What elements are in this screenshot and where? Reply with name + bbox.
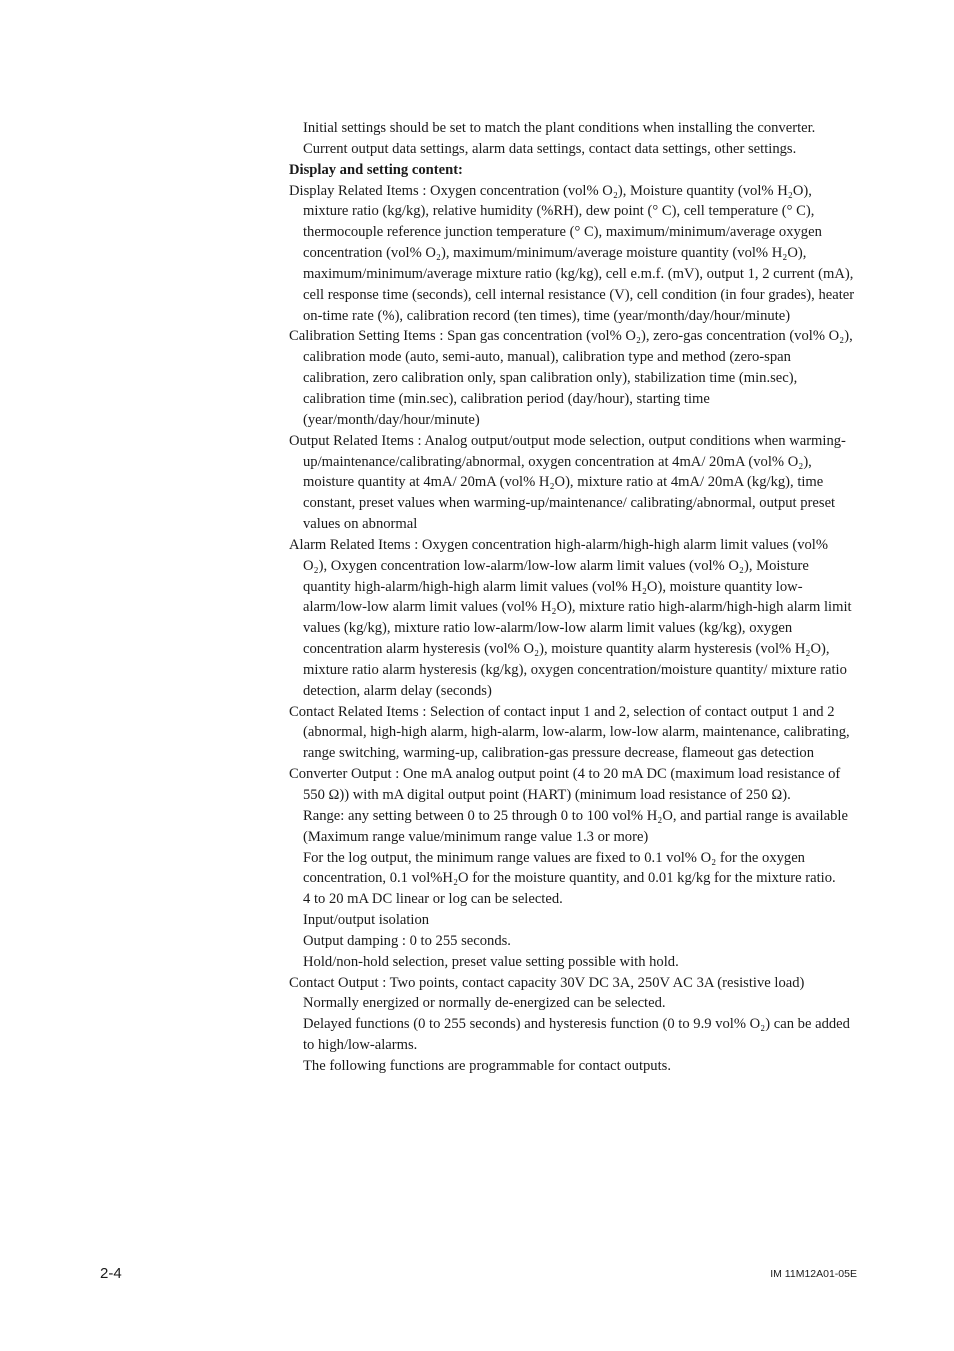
section-heading: Display and setting content: [289,161,463,178]
paragraph-converter-output: Converter Output : One mA analog output point (4 to 20 mA DC (maximum load resistance of 550 Ω)) with mA digital output point (HART) (minimum load resistance of 250 Ω). [289,766,841,803]
paragraph-calibration-items: Calibration Setting Items : Span gas concentration (vol% O₂), zero-gas concentration (vol% O₂), calibration mode (auto, semi-auto, manual), calibration type and method (zero-span calibration, zero calibration only, span calibration only), stabilization time (min.sec), calibration time (min.sec), calibration period (day/hour), starting time (year/month/day/hour/minute) [289,328,853,428]
paragraph-hold: Hold/non-hold selection, preset value setting possible with hold. [303,953,679,970]
paragraph-intro: Initial settings should be set to match the plant conditions when installing the converter. Current output data settings, alarm data settings, contact data settings, other settings. [303,120,816,157]
paragraph-contact-output: Contact Output : Two points, contact capacity 30V DC 3A, 250V AC 3A (resistive load) [289,974,805,991]
page-number: 2-4 [100,1265,122,1282]
paragraph-range: Range: any setting between 0 to 25 through 0 to 100 vol% H₂O, and partial range is available (Maximum range value/minimum range value 1.3 or more) [303,807,848,845]
paragraph-linear-log: 4 to 20 mA DC linear or log can be selected. [303,891,563,908]
paragraph-alarm-items: Alarm Related Items : Oxygen concentration high-alarm/high-high alarm limit values (vol% O₂), Oxygen concentration low-alarm/low-low alarm limit values (vol% O₂), Moisture quantity high-alarm/high-high alarm limit values (vol% H₂O), moisture quantity low-alarm/low-low alarm limit values (vol% H₂O), mixture ratio high-alarm/high-high alarm limit values (kg/kg), mixture ratio low-alarm/low-low alarm limit values (kg/kg), oxygen concentration alarm hysteresis (vol% O₂), moisture quantity alarm hysteresis (vol% H₂O), mixture ratio alarm hysteresis (kg/kg), oxygen concentration/moisture quantity/ mixture ratio detection, alarm delay (seconds) [289,536,852,699]
paragraph-log-output: For the log output, the minimum range values are fixed to 0.1 vol% O₂ for the oxygen concentration, 0.1 vol%H₂O for the moisture quantity, and 0.01 kg/kg for the mixture ratio. [303,849,836,887]
paragraph-energized: Normally energized or normally de-energized can be selected. [303,995,666,1012]
paragraph-delayed: Delayed functions (0 to 255 seconds) and hysteresis function (0 to 9.9 vol% O₂) can be added to high/low-alarms. [303,1016,850,1054]
paragraph-display-items: Display Related Items : Oxygen concentration (vol% O₂), Moisture quantity (vol% H₂O), mixture ratio (kg/kg), relative humidity (%RH), dew point (° C), cell temperature (° C), thermocouple reference junction temperature (° C), maximum/minimum/average oxygen concentration (vol% O₂), maximum/minimum/average moisture quantity (vol% H₂O), maximum/minimum/average mixture ratio (kg/kg), cell e.m.f. (mV), output 1, 2 current (mA), cell response time (seconds), cell internal resistance (V), cell condition (in four grades), heater on-time rate (%), calibration record (ten times), time (year/month/day/hour/minute) [289,182,855,324]
document-body [289,118,855,1077]
paragraph-programmable: The following functions are programmable for contact outputs. [303,1057,671,1074]
paragraph-isolation: Input/output isolation [303,912,430,929]
paragraph-output-items: Output Related Items : Analog output/output mode selection, output conditions when warming-up/maintenance/calibrating/abnormal, oxygen concentration at 4mA/ 20mA (vol% O₂), moisture quantity at 4mA/ 20mA (vol% H₂O), mixture ratio at 4mA/ 20mA (kg/kg), time constant, preset values when warming-up/maintenance/ calibrating/abnormal, output preset values on abnormal [289,432,846,533]
paragraph-damping: Output damping : 0 to 255 seconds. [303,932,511,949]
paragraph-contact-items: Contact Related Items : Selection of contact input 1 and 2, selection of contact output 1 and 2 (abnormal, high-high alarm, high-alarm, low-alarm, low-low alarm, maintenance, calibrating, range switching, warming-up, calibration-gas pressure decrease, flameout gas detection [289,703,850,762]
document-id: IM 11M12A01-05E [770,1268,857,1280]
